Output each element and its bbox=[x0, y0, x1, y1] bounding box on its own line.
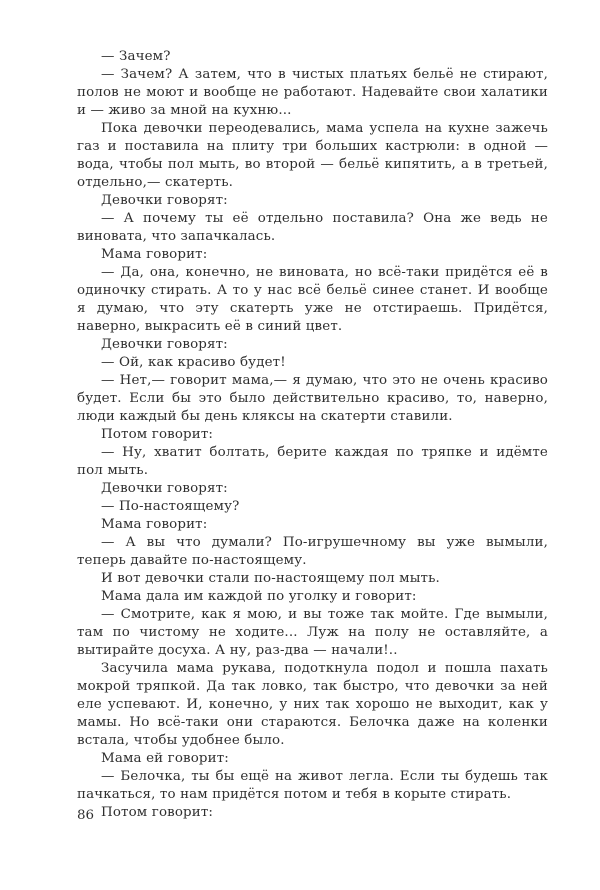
paragraph: Мама говорит: bbox=[101, 247, 208, 262]
paragraph: — Ну, хватит болтать, берите каждая по тряпке и идёмте пол мыть. bbox=[77, 445, 548, 478]
paragraph: Засучила мама рукава, подоткнула подол и пошла пахать мокрой тряпкой. Да так ловко, так быстро, что девочки за ней еле успевают. И, конечно, у них так хорошо не выходит, как у мамы. Но всё-таки они стараются. Белочка даже на коленки встала, чтобы удобнее было. bbox=[77, 661, 548, 748]
page-number: 86 bbox=[77, 808, 95, 823]
paragraph: — Ой, как красиво будет! bbox=[101, 355, 286, 370]
paragraph: — Смотрите, как я мою, и вы тоже так мойте. Где вымыли, там по чистому не ходите... Луж на полу не оставляйте, а вытирайте досуха. А ну, раз-два — начали!.. bbox=[77, 607, 548, 658]
paragraph: — Зачем? А затем, что в чистых платьях бельё не стирают, полов не моют и вообще не работают. Надевайте свои халатики и — живо за мной на кухню... bbox=[77, 67, 548, 118]
paragraph: — А почему ты её отдельно поставила? Она же ведь не виновата, что запачкалась. bbox=[77, 211, 548, 244]
paragraph: И вот девочки стали по-настоящему пол мыть. bbox=[101, 571, 440, 586]
book-page-text bbox=[77, 48, 548, 822]
paragraph: — Нет,— говорит мама,— я думаю, что это не очень красиво будет. Если бы это было действительно красиво, то, наверно, люди каждый бы день кляксы на скатерти ставили. bbox=[77, 373, 548, 424]
paragraph: Девочки говорят: bbox=[101, 481, 228, 496]
paragraph: — Зачем? bbox=[101, 49, 171, 64]
paragraph: Пока девочки переодевались, мама успела на кухне зажечь газ и поставила на плиту три больших кастрюли: в одной — вода, чтобы пол мыть, во второй — бельё кипятить, а в третьей, отдельно,— скатерть. bbox=[77, 121, 548, 190]
paragraph: Потом говорит: bbox=[101, 427, 214, 442]
paragraph: Потом говорит: bbox=[101, 805, 214, 820]
paragraph: Мама говорит: bbox=[101, 517, 208, 532]
paragraph: Мама ей говорит: bbox=[101, 751, 229, 766]
paragraph: — По-настоящему? bbox=[101, 499, 240, 514]
paragraph: — А вы что думали? По-игрушечному вы уже вымыли, теперь давайте по-настоящему. bbox=[77, 535, 548, 568]
paragraph: — Белочка, ты бы ещё на живот легла. Если ты будешь так пачкаться, то нам придётся потом и тебя в корыте стирать. bbox=[77, 769, 548, 802]
paragraph: Девочки говорят: bbox=[101, 337, 228, 352]
paragraph: Мама дала им каждой по уголку и говорит: bbox=[101, 589, 417, 604]
paragraph: Девочки говорят: bbox=[101, 193, 228, 208]
paragraph: — Да, она, конечно, не виновата, но всё-таки придётся её в одиночку стирать. А то у нас всё бельё синее станет. И вообще я думаю, что эту скатерть уже не отстираешь. Придётся, наверно, выкрасить её в синий цвет. bbox=[77, 265, 548, 334]
